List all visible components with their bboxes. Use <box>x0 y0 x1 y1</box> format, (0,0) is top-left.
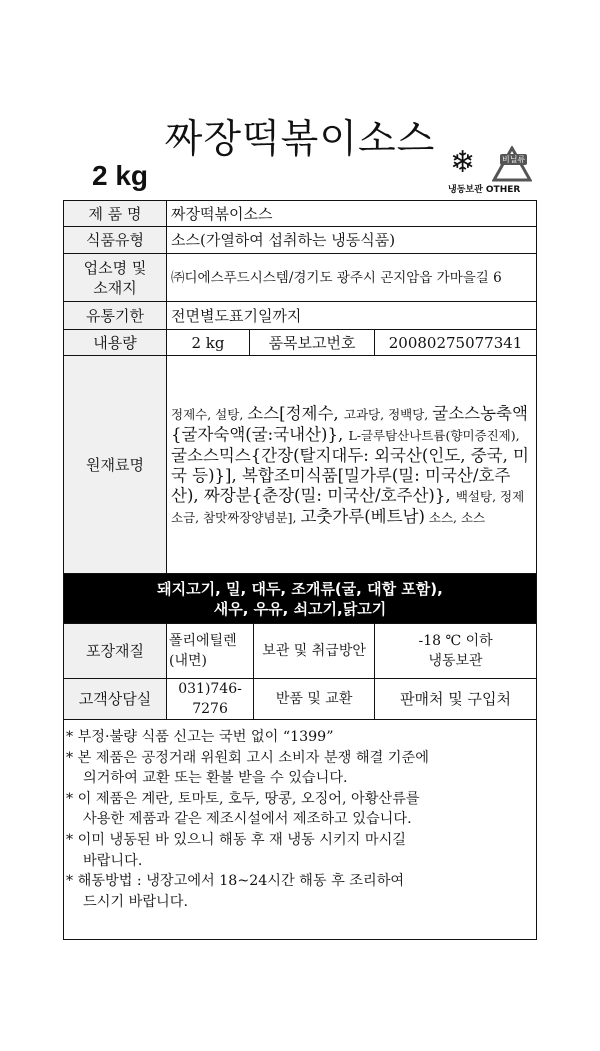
storage-value: -18 ℃ 이하 냉동보관 <box>375 624 537 679</box>
company-value: ㈜디에스푸드시스템/경기도 광주시 곤지암읍 가마을길 6 <box>167 254 537 302</box>
product-info-table <box>63 200 537 720</box>
frozen-storage-mark <box>448 146 538 198</box>
food-type-label: 식품유형 <box>64 227 167 254</box>
notice-line: 사용한 제품과 같은 제조시설에서 제조하고 있습니다. <box>83 811 412 828</box>
ingredients-label: 원재료명 <box>64 356 167 574</box>
exchange-label: 반품 및 교환 <box>254 679 375 720</box>
allergy-info <box>64 574 537 624</box>
ingredient-segment: 고춧가루(베트남) <box>300 506 425 526</box>
report-no-value: 20080275077341 <box>375 330 537 356</box>
notice-line: * 이미 냉동된 바 있으니 해동 후 재 냉동 시키지 마시길 <box>66 831 407 848</box>
volume-label: 내용량 <box>64 330 167 356</box>
cs-label: 고객상담실 <box>64 679 167 720</box>
food-type-value: 소스(가열하여 섭취하는 냉동식품) <box>167 227 537 254</box>
company-label: 업소명 및 소재지 <box>64 254 167 302</box>
ingredient-segment: 백설탕, 정제소금, 참맛짜장양념분], <box>171 488 525 525</box>
notice-line: * 본 제품은 공정거래 위원회 고시 소비자 분쟁 해결 기준에 <box>66 749 429 766</box>
packaging-value: 폴리에틸렌(내면) <box>167 624 254 679</box>
storage-label: 보관 및 취급방안 <box>254 624 375 679</box>
ingredient-segment: L-글루탐산나트륨(향미증진제), <box>348 427 520 443</box>
expiry-value: 전면별도표기일까지 <box>167 302 537 330</box>
ingredient-segment: 굴소스믹스{간장(탈지대두: 외국산(인도, 중국, 미국 등)}], 복합조미식품[밀가루(밀: 미국산/호주산), 짜장분{춘장(밀: 미국산/호주산)}, <box>171 445 529 505</box>
report-no-label: 품목보고번호 <box>250 330 375 356</box>
ingredient-segment: 소스, 소스 <box>424 509 486 525</box>
product-title: 짜장떡볶이소스 <box>164 117 436 162</box>
allergy-line-2: 새우, 우유, 쇠고기,닭고기 <box>213 599 387 618</box>
net-weight: 2 kg <box>92 160 149 191</box>
product-name-label: 제 품 명 <box>64 201 167 227</box>
product-name-value: 짜장떡볶이소스 <box>167 201 537 227</box>
ingredient-segment: 고과당, 정백당, <box>343 406 433 422</box>
packaging-label: 포장재질 <box>64 624 167 679</box>
ingredients-value <box>167 356 537 574</box>
cs-phone: 031)746-7276 <box>167 679 254 720</box>
ingredient-segment: 굴소스농축액{굴자숙액(굴:국내산)}, <box>171 403 528 444</box>
exchange-value: 판매처 및 구입처 <box>375 679 537 720</box>
volume-value: 2 kg <box>167 330 250 356</box>
notice-section <box>66 727 536 912</box>
freeze-caption: 냉동보관 OTHER <box>448 185 521 195</box>
expiry-label: 유통기한 <box>64 302 167 330</box>
notice-line: * 부정·불량 식품 신고는 국번 없이 “1399” <box>66 729 334 745</box>
notice-line: 드시기 바랍니다. <box>83 893 188 910</box>
notice-line: * 이 제품은 계란, 토마토, 호두, 땅콩, 오징어, 아황산류를 <box>66 790 420 807</box>
recycle-label: 비닐류 <box>502 155 526 164</box>
notice-line: 바랍니다. <box>83 852 143 869</box>
ingredient-segment: 소스[정제수, <box>247 403 344 423</box>
notice-line: * 해동방법 : 냉장고에서 18~24시간 해동 후 조리하여 <box>66 873 405 890</box>
snowflake-icon: ❄ <box>450 145 476 180</box>
ingredient-segment: 정제수, 설탕, <box>171 406 248 422</box>
notice-line: 의거하여 교환 또는 환불 받을 수 있습니다. <box>83 770 348 787</box>
allergy-line-1: 돼지고기, 밀, 대두, 조개류(굴, 대합 포함), <box>157 579 443 598</box>
